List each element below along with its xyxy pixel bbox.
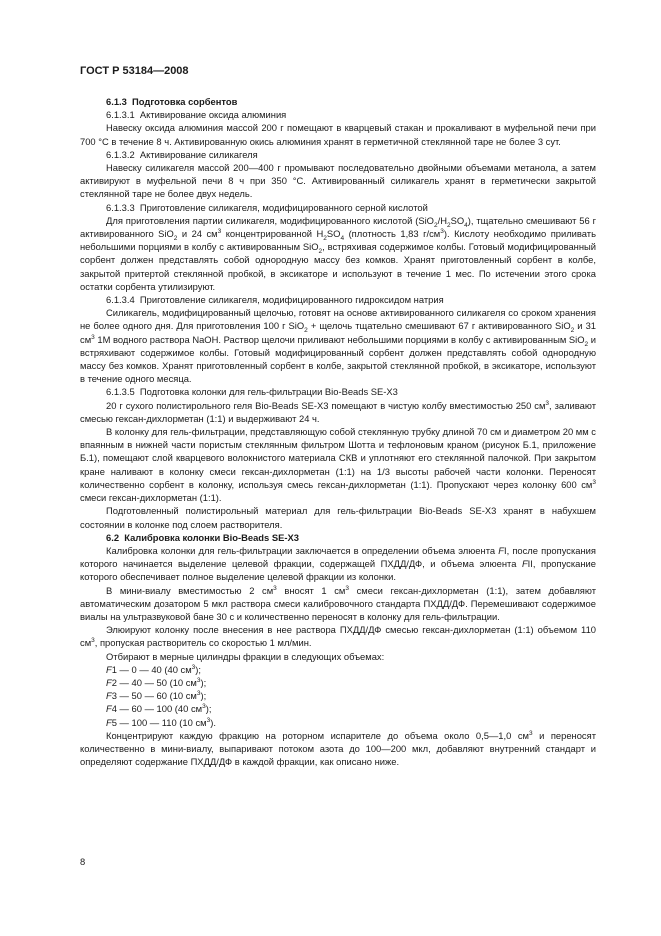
paragraph: Силикагель, модифицированный щелочью, готовят на основе активированного силикагеля со сроком хранения не более одного дня. Для приготовления 100 г SiO$_2$ + щелочь тщательно смешивают 67 г активированного SiO$_2$ и 31 $см^3$ 1М водного раствора NaOH. Раствор щелочи приливают небольшими порциями в колбу с активированным SiO$_2$ и встряхивают содержимое колбы. Готовый модифицированный сорбент должен представлять собой однородную массу без комков. Хранят приготовленный сорбент в колбе, закрытой стеклянной пробкой, в эксикаторе, используют в течение одного месяца. xyxy=(80,307,597,385)
section-heading-6-2: 6.2 Калибровка колонки Bio-Beads SE-X3 xyxy=(106,531,299,543)
fraction-item: F2 — 40 — 50 (10 $см^3$); xyxy=(106,676,207,688)
paragraph: Элюируют колонку после внесения в нее раствора ПХДД/ДФ смесью гексан-дихлорметан (1:1) объемом 110 $см^3$, пропуская растворитель со скоростью 1 мл/мин. xyxy=(80,624,596,649)
subsection-heading-6-1-3-3: 6.1.3.3 Приготовление силикагеля, модифицированного серной кислотой xyxy=(106,201,428,213)
fraction-item: F4 — 60 — 100 (40 $см^3$); xyxy=(106,703,212,715)
document-header: ГОСТ Р 53184—2008 xyxy=(80,65,189,77)
subsection-heading-6-1-3-1: 6.1.3.1 Активирование оксида алюминия xyxy=(106,109,287,121)
fraction-item: F5 — 100 — 110 (10 $см^3$). xyxy=(106,716,216,728)
paragraph: В колонку для гель-фильтрации, представляющую собой стеклянную трубку длиной 70 см и диаметром 20 мм с впаянным в нижней части пористым стеклянным фильтром Шотта и тефлоновым краном (рисунок Б.1, приложение Б.1), помещают слой кварцевого волокнистого материала СКВ и уплотняют его стеклянной палочкой. При закрытом кране наливают в колонку смеси гексан-дихлорметан (1:1) на 1/3 высоты рабочей части колонки. Переносят количественно сорбент в колонку, используя смесь гексан-дихлорметан (1:1). Пропускают через колонку 600 $см^3$ смеси гексан-дихлорметан (1:1). xyxy=(80,426,596,504)
paragraph: Для приготовления партии силикагеля, модифицированного кислотой $(SiO_2/H_2SO_4)$, тщательно смешивают 56 г активированного SiO$_2$ и 24 $см^3$ концентрированной $H_2SO_4$ (плотность 1,83 $г/см^3$). Кислоту необходимо приливать небольшими порциями в колбу с активированным SiO$_2$, встряхивая содержимое колбы. Готовый модифицированный сорбент должен представлять собой однородную массу без комков. Хранят приготовленный сорбент в колбе, закрытой притертой стеклянной пробкой, в эксикаторе и используют в течение 1 мес. По истечении этого срока остатки сорбента утилизируют. xyxy=(80,214,597,292)
paragraph: Отбирают в мерные цилиндры фракции в следующих объемах: xyxy=(106,650,385,662)
fraction-item: F1 — 0 — 40 (40 $см^3$); xyxy=(106,663,202,675)
paragraph: 20 г сухого полистирольного геля Bio-Beads SE-X3 помещают в чистую колбу вместимостью 250 $см^3$, заливают смесью гексан-дихлорметан (1:1) и выдерживают 24 ч. xyxy=(80,399,597,424)
paragraph: В мини-виалу вместимостью 2 $см^3$ вносят 1 $см^3$ смеси гексан-дихлорметан (1:1), затем добавляют автоматическим дозатором 5 мкл раствора смеси калибровочного стандарта ПХДД/ДФ. Перемешивают содержимое виалы на ультразвуковой бане 30 с и количественно переносят в колонку для гель-фильтрации. xyxy=(80,584,597,622)
subsection-heading-6-1-3-4: 6.1.3.4 Приготовление силикагеля, модифицированного гидроксидом натрия xyxy=(106,294,444,306)
paragraph: Концентрируют каждую фракцию на роторном испарителе до объема около 0,5—1,0 $см^3$ и переносят количественно в мини-виалу, выпаривают потоком азота до 100—200 мкл, добавляют внутренний стандарт и определяют содержание ПХДД/ДФ в каждой фракции, как описано ниже. xyxy=(80,729,596,768)
page-body xyxy=(80,95,596,768)
paragraph: Калибровка колонки для гель-фильтрации заключается в определении объема элюента FI, после пропускания которого начинается выделение целевой фракции, содержащей ПХДД/ДФ, и объема элюента FII, пропускание которого обеспечивает полное выделение целевой фракции из колонки. xyxy=(80,544,596,583)
paragraph: Навеску силикагеля массой 200—400 г промывают последовательно двойными объемами метанола, а затем активируют в муфельной печи 8 ч при 350 °С. Активированный силикагель хранят в герметически закрытой стеклянной таре не более двух недель. xyxy=(80,162,596,200)
page-number: 8 xyxy=(80,856,86,867)
paragraph: Подготовленный полистирольный материал для гель-фильтрации Bio-Beads SE-X3 хранят в набухшем состоянии в колонке под слоем растворителя. xyxy=(80,505,596,530)
section-heading-6-1-3: 6.1.3 Подготовка сорбентов xyxy=(106,96,238,107)
fraction-item: F3 — 50 — 60 (10 $см^3$); xyxy=(106,690,207,702)
subsection-heading-6-1-3-2: 6.1.3.2 Активирование силикагеля xyxy=(106,148,258,160)
paragraph: Навеску оксида алюминия массой 200 г помещают в кварцевый стакан и прокаливают в муфельной печи при 700 °С в течение 8 ч. Активированную окись алюминия хранят в герметичной стеклянной таре не более 3 сут. xyxy=(80,122,596,147)
subsection-heading-6-1-3-5: 6.1.3.5 Подготовка колонки для гель-фильтрации Bio-Beads SE-X3 xyxy=(106,386,398,398)
